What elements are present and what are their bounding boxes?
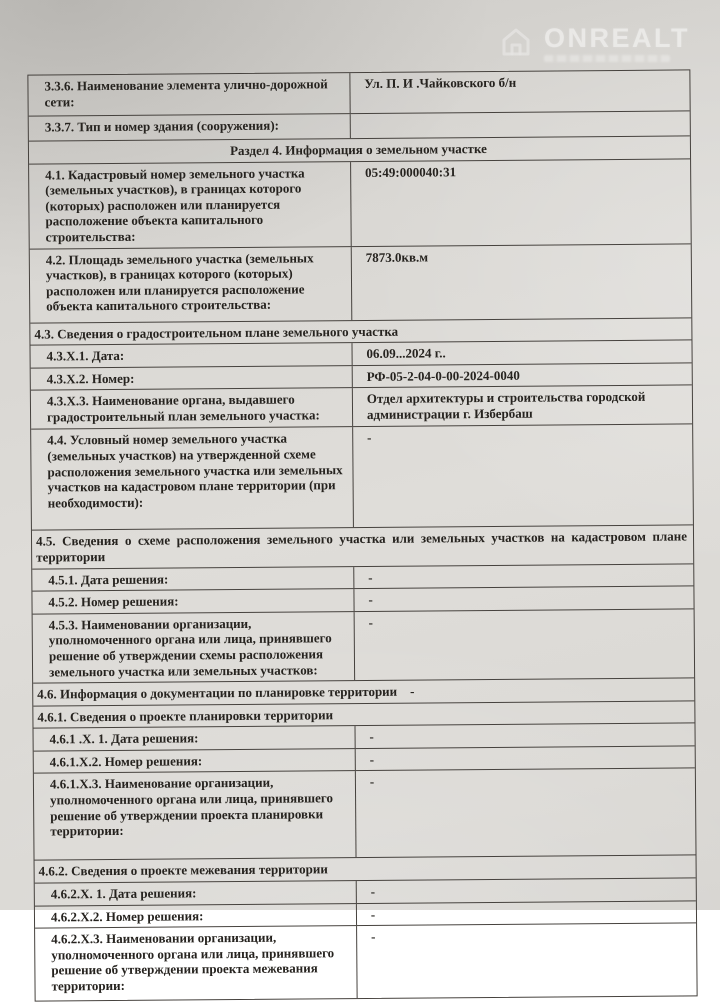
row-value: - — [369, 774, 375, 790]
row-label: 3.3.7. Тип и номер здания (сооружения): — [29, 114, 351, 141]
table-row — [30, 244, 692, 323]
row-label: 4.6.1.X.3. Наименование организации, уполномоченного органа или лица, принявшего решение об утверждении проекта планировки территории: — [34, 772, 357, 861]
row-label: 4.6.1 .X. 1. Дата решения: — [34, 726, 356, 750]
row-value: 06.09...2024 г.. — [366, 345, 446, 362]
row-label: 4.3.X.1. Дата: — [30, 343, 352, 367]
row-label: 4.1. Кадастровый номер земельного участка (земельных участков), в границах которого (которых) расположен или планируется расположение объекта капитального строительства: — [29, 162, 352, 248]
row-value: Ул. П. И .Чайковского б/н — [364, 74, 517, 91]
row-value: - — [367, 430, 372, 446]
row-label: 4.5.1. Дата решения: — [32, 567, 354, 591]
row-label: 4.6.2.X.2. Номер решения: — [35, 904, 357, 928]
row-value: - — [370, 929, 376, 945]
row-label: 4.4. Условный номер земельного участка (земельных участков) на утвержденной схеме расположения земельного участка или земельных участков на кадастровом плане территории (при необходимости): — [31, 427, 354, 530]
row-label: 4.6.1.X.2. Номер решения: — [34, 749, 356, 773]
watermark — [496, 22, 690, 62]
full-width-label: 4.6.1. Сведения о проекте планировки территории — [37, 706, 334, 725]
document-table — [27, 69, 697, 1001]
row-value: - — [368, 569, 373, 585]
section-title: Раздел 4. Информация о земельном участке — [230, 141, 487, 159]
table-row — [28, 70, 689, 116]
table-row — [34, 769, 696, 861]
row-label: 4.6.2.X. 1. Дата решения: — [35, 881, 357, 905]
table-row — [31, 386, 692, 430]
watermark-brand: ONREALT — [544, 22, 690, 53]
row-label: 4.2. Площадь земельного участка (земельных участков), в границах которого (которых) расположен или планируется расположение объекта капитального строительства: — [30, 247, 352, 323]
house-icon — [496, 22, 536, 62]
row-label: 3.3.6. Наименование элемента улично-дорожной сети: — [28, 73, 350, 116]
row-label: 4.5.3. Наименовании организации, уполномоченного органа или лица, принявшего решение об утверждении схемы расположения земельного участка или земельных участков: — [33, 612, 355, 683]
table-row — [29, 159, 691, 249]
table-row — [31, 425, 693, 531]
row-label: 4.5.2. Номер решения: — [32, 589, 354, 613]
full-width-label: 4.5. Сведения о схеме расположения земельного участка или земельных участков на кадастровом плане территории — [35, 528, 688, 565]
row-value: РФ-05-2-04-0-00-2024-0040 — [366, 367, 520, 384]
full-width-label: 4.6. Информация о документации по планировке территории - — [37, 683, 415, 702]
row-value: - — [369, 751, 375, 767]
row-label: 4.3.X.3. Наименование органа, выдавшего градостроительный план земельного участка: — [31, 388, 353, 429]
table-row — [33, 609, 695, 684]
row-value: - — [370, 906, 376, 922]
table-row — [32, 526, 693, 569]
full-width-label: 4.3. Сведения о градостроительном плане земельного участка — [34, 323, 399, 342]
watermark-subtitle — [544, 55, 670, 62]
row-value: 7873.0кв.м — [365, 249, 429, 265]
row-value: Отдел архитектуры и строительства городской администрации г. Избербаш — [366, 389, 646, 422]
row-value — [351, 111, 690, 138]
row-value: 05:49:000040:31 — [364, 163, 457, 180]
row-value: - — [370, 883, 376, 900]
table-row — [35, 924, 697, 1001]
row-value: - — [369, 729, 374, 745]
row-label: 4.6.2.X.3. Наименовании организации, уполномоченного органа или лица, принявшего решение об утверждении проекта межевания территории: — [35, 926, 357, 1001]
row-label: 4.3.X.2. Номер: — [31, 366, 353, 390]
row-value: - — [368, 614, 373, 630]
row-value: - — [368, 592, 373, 608]
full-width-label: 4.6.2. Сведения о проекте межевания территории — [38, 861, 328, 880]
